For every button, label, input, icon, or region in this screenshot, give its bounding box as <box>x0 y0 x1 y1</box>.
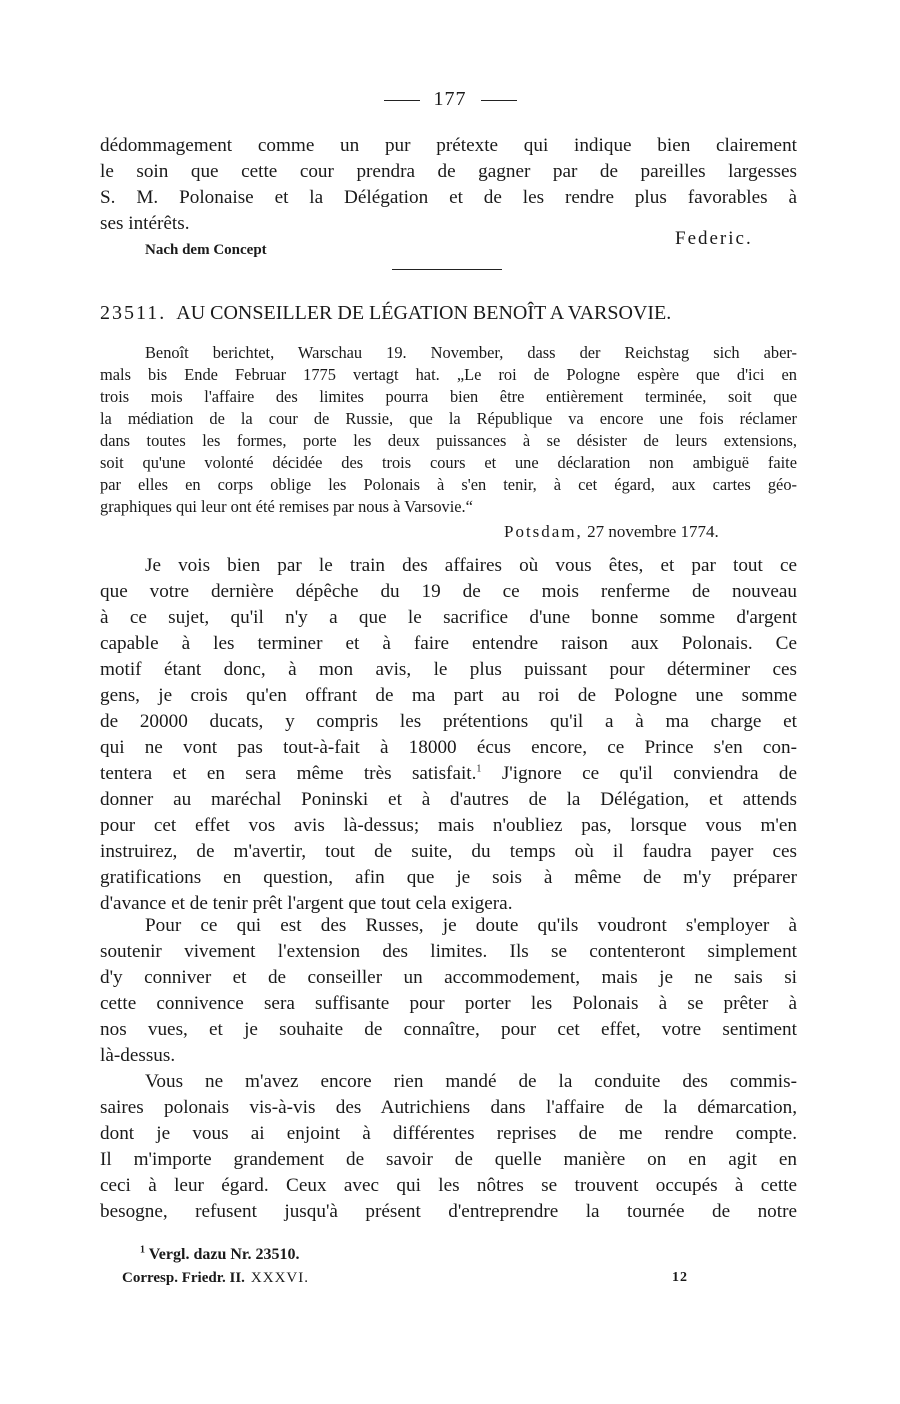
dateline <box>504 522 719 542</box>
letter-line: pour cet effet vos avis là-dessus; mais n'oubliez pas, lorsque vous m'en <box>100 815 797 836</box>
letter-line: que votre dernière dépêche du 19 de ce mois renferme de nouveau <box>100 581 797 602</box>
header-dash-right <box>481 100 517 101</box>
footer-series <box>122 1270 309 1287</box>
summary-line: par elles en corps oblige les Polonais à s'en tenir, à cet égard, aux cartes géo- <box>100 475 797 494</box>
document-number: 23511. <box>100 302 167 324</box>
letter-line: là-dessus. <box>100 1045 176 1066</box>
letter-line: soutenir vivement l'extension des limites. Ils se contenteront simplement <box>100 941 797 962</box>
summary-line: la médiation de la cour de Russie, que la République va encore une fois réclamer <box>100 409 797 428</box>
footnote-reference: 1 <box>476 763 482 775</box>
continuation-line: le soin que cette cour prendra de gagner par de pareilles largesses <box>100 161 797 182</box>
summary-line: dans toutes les formes, porte les deux puissances à se désister de leurs extensions, <box>100 431 797 450</box>
letter-line: dont je vous ai enjoint à différentes reprises de me rendre compte. <box>100 1123 797 1144</box>
letter-line: de 20000 ducats, y compris les prétentions qu'il a à ma charge et <box>100 711 797 732</box>
summary-line: graphiques qui leur ont été remises par nous à Varsovie.“ <box>100 497 473 516</box>
letter-line-text: J'ignore ce qu'il conviendra de <box>501 763 797 784</box>
page-header <box>0 88 900 111</box>
page-number: 177 <box>433 88 467 110</box>
letter-line: donner au maréchal Poninski et à d'autres de la Délégation, et attends <box>100 789 797 810</box>
summary-line: Benoît berichtet, Warschau 19. November, dass der Reichstag sich aber- <box>145 343 797 362</box>
summary-line: mals bis Ende Februar 1775 vertagt hat. „Le roi de Pologne espère que d'ici en <box>100 365 797 384</box>
letter-line: besogne, refusent jusqu'à présent d'entreprendre la tournée de notre <box>100 1201 797 1222</box>
document-title: AU CONSEILLER DE LÉGATION BENOÎT A VARSOVIE. <box>176 302 672 324</box>
continuation-line: dédommagement comme un pur prétexte qui indique bien clairement <box>100 135 797 156</box>
letter-line: Vous ne m'avez encore rien mandé de la conduite des commis- <box>145 1071 797 1092</box>
section-divider <box>392 269 502 270</box>
letter-line <box>100 761 797 786</box>
letter-line: capable à les terminer et à faire entendre raison aux Polonais. Ce <box>100 633 797 654</box>
letter-line: Il m'importe grandement de savoir de quelle manière on en agit en <box>100 1149 797 1170</box>
letter-line: d'avance et de tenir prêt l'argent que tout cela exigera. <box>100 893 513 914</box>
letter-line-text: tentera et en sera même très satisfait. <box>100 763 477 784</box>
letter-line: à ce sujet, qu'il n'y a que le sacrifice d'une bonne somme d'argent <box>100 607 797 628</box>
footnote-text: Vergl. dazu Nr. 23510. <box>148 1246 300 1263</box>
letter-line: gens, je crois qu'en offrant de ma part au roi de Pologne une somme <box>100 685 797 706</box>
footnote-mark: 1 <box>140 1244 145 1256</box>
letter-line: d'y conniver et de conseiller un accommodement, mais je ne sais si <box>100 967 797 988</box>
continuation-line: S. M. Polonaise et la Délégation et de les rendre plus favorables à <box>100 187 797 208</box>
header-dash-left <box>384 100 420 101</box>
letter-line: motif étant donc, à mon avis, le plus puissant pour déterminer ces <box>100 659 797 680</box>
letter-line: qui ne vont pas tout-à-fait à 18000 écus encore, ce Prince s'en con- <box>100 737 797 758</box>
letter-line: instruirez, de m'avertir, tout de suite, du temps où il faudra payer ces <box>100 841 797 862</box>
summary-line: trois mois l'affaire des limites pourra bien être entièrement terminée, soit que <box>100 387 797 406</box>
document-heading <box>100 302 797 325</box>
continuation-line: ses intérêts. <box>100 213 190 234</box>
concept-note: Nach dem Concept <box>145 242 267 258</box>
series-volume: XXXVI. <box>250 1270 309 1286</box>
date-place: Potsdam, <box>504 522 583 541</box>
date: 27 novembre 1774. <box>587 522 719 541</box>
sheet-signature: 12 <box>672 1270 688 1285</box>
letter-line: Je vois bien par le train des affaires où vous êtes, et par tout ce <box>145 555 797 576</box>
series-title: Corresp. Friedr. II. <box>122 1270 245 1286</box>
letter-line: saires polonais vis-à-vis des Autrichiens dans l'affaire de la démarcation, <box>100 1097 797 1118</box>
signature: Federic. <box>675 228 753 249</box>
summary-line: soit qu'une volonté décidée des trois cours et une déclaration non ambiguë faite <box>100 453 797 472</box>
letter-line: Pour ce qui est des Russes, je doute qu'ils voudront s'employer à <box>145 915 797 936</box>
letter-line: cette connivence sera suffisante pour porter les Polonais à se prêter à <box>100 993 797 1014</box>
letter-line: ceci à leur égard. Ceux avec qui les nôtres se trouvent occupés à cette <box>100 1175 797 1196</box>
footnote <box>140 1246 300 1264</box>
letter-line: gratifications en question, afin que je sois à même de m'y préparer <box>100 867 797 888</box>
letter-line: nos vues, et je souhaite de connaître, pour cet effet, votre sentiment <box>100 1019 797 1040</box>
